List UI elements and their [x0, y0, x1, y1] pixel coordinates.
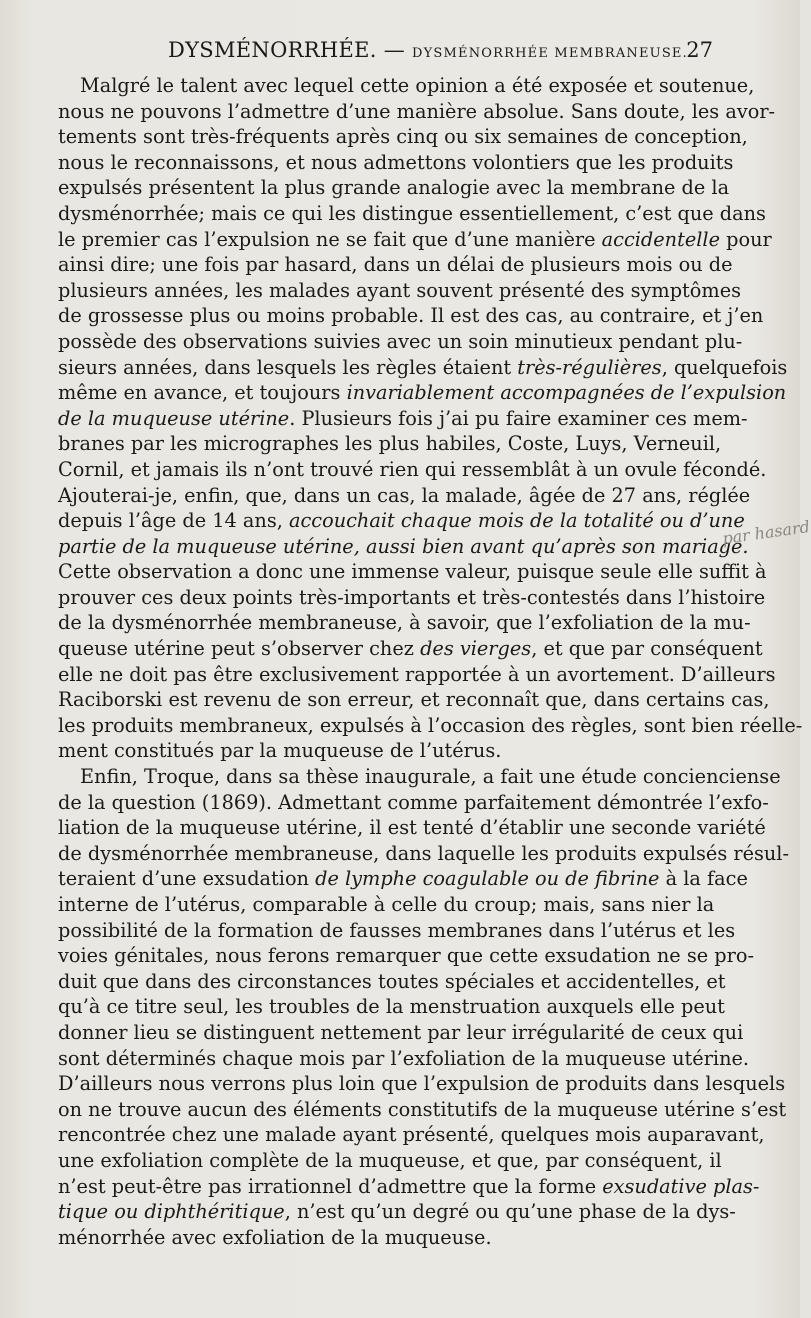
text-run: , n’est qu’un degré ou qu’une phase de la dys-: [284, 1200, 736, 1224]
italic-run: tique ou diphthéritique: [58, 1200, 285, 1224]
text-run: prouver ces deux points très-importants et très-contestés dans l’histoire: [58, 585, 766, 609]
text-line: [58, 355, 788, 381]
text-run: de grossesse plus ou moins probable. Il est des cas, au contraire, et j’en: [58, 304, 764, 328]
text-run: même en avance, et toujours: [58, 381, 347, 405]
text-run: Raciborski est revenu de son erreur, et reconnaît que, dans certains cas,: [58, 688, 770, 712]
text-run: queuse utérine peut s’observer chez: [58, 637, 421, 661]
text-run: ment constitués par la muqueuse de l’utérus.: [58, 739, 502, 763]
text-line: [58, 610, 751, 636]
text-run: D’ailleurs nous verrons plus loin que l’expulsion de produits dans lesquels: [58, 1072, 786, 1096]
text-run: Malgré le talent avec lequel cette opinion a été exposée et soutenue,: [80, 74, 755, 97]
italic-run: accidentelle: [601, 227, 721, 251]
text-run: voies génitales, nous ferons remarquer que cette exsudation ne se pro-: [58, 944, 754, 968]
text-run: , et que par conséquent: [531, 637, 763, 661]
handwritten-margin-note: par hasard: [721, 516, 811, 549]
text-line: [58, 841, 789, 867]
text-run: le premier cas l’expulsion ne se fait que d’une manière: [58, 227, 602, 251]
text-line: [58, 636, 763, 662]
text-run: on ne trouve aucun des éléments constitutifs de la muqueuse utérine s’est: [58, 1097, 787, 1121]
text-line: [58, 1097, 787, 1123]
italic-run: de la muqueuse utérine: [58, 406, 290, 430]
text-line: [58, 790, 769, 816]
text-line: [58, 1046, 750, 1072]
text-line: [58, 483, 751, 509]
text-run: n’est peut-être pas irrationnel d’admettre que la forme: [58, 1174, 603, 1198]
text-line: [58, 1020, 744, 1046]
running-title: [168, 38, 688, 62]
text-run: expulsés présentent la plus grande analogie avec la membrane de la: [58, 176, 730, 200]
text-line: [58, 124, 748, 150]
text-line: [58, 303, 764, 329]
text-line: [58, 329, 743, 355]
text-line: [58, 1225, 713, 1251]
text-run: de la question (1869). Admettant comme parfaitement démontrée l’exfo-: [58, 790, 769, 814]
text-line: [58, 201, 766, 227]
text-line: [58, 431, 722, 457]
text-run: qu’à ce titre seul, les troubles de la menstruation auxquels elle peut: [58, 995, 725, 1019]
italic-run: exsudative plas-: [602, 1174, 760, 1198]
running-head: [58, 38, 713, 64]
text-line: [58, 457, 767, 483]
italic-run: de lymphe coagulable ou de fibrine: [315, 867, 660, 891]
text-run: de dysménorrhée membraneuse, dans laquelle les produits expulsés résul-: [58, 841, 789, 865]
text-run: pour: [720, 227, 772, 251]
text-run: de la dysménorrhée membraneuse, à savoir, que l’exfoliation de la mu-: [58, 611, 751, 635]
text-run: liation de la muqueuse utérine, il est tenté d’établir une seconde variété: [58, 816, 766, 840]
text-line: [58, 508, 745, 534]
text-run: depuis l’âge de 14 ans,: [58, 509, 289, 533]
text-run: possède des observations suivies avec un soin minutieux pendant plu-: [58, 329, 743, 353]
text-run: . Plusieurs fois j’ai pu faire examiner ces mem-: [289, 406, 748, 430]
text-run: tements sont très-fréquents après cinq ou six semaines de conception,: [58, 125, 748, 149]
text-line: [58, 175, 730, 201]
text-line: [58, 1122, 765, 1148]
text-line: [58, 687, 770, 713]
text-run: ménorrhée avec exfoliation de la muqueuse.: [58, 1225, 492, 1249]
text-line: [58, 713, 803, 739]
text-line: [58, 278, 741, 304]
text-line: [58, 99, 776, 125]
body-text: [58, 73, 803, 1250]
text-run: nous le reconnaissons, et nous admettons volontiers que les produits: [58, 150, 734, 174]
text-line: [58, 1199, 736, 1225]
text-run: Cette observation a donc une immense valeur, puisque seule elle suffit à: [58, 560, 767, 584]
text-line: [58, 1174, 760, 1200]
text-line: [58, 662, 776, 688]
page-number: 27: [686, 38, 713, 62]
text-run: Ajouterai-je, enfin, que, dans un cas, la malade, âgée de 27 ans, réglée: [58, 483, 751, 507]
text-run: les produits membraneux, expulsés à l’occasion des règles, sont bien réelle-: [58, 713, 803, 737]
italic-run: invariablement accompagnées de l’expulsion: [346, 381, 787, 405]
text-line: [58, 559, 767, 585]
text-line: [58, 969, 726, 995]
text-line: [58, 764, 781, 790]
text-run: interne de l’utérus, comparable à celle du croup; mais, sans nier la: [58, 893, 715, 916]
text-run: sieurs années, dans lesquels les règles étaient: [58, 355, 518, 379]
text-line: [58, 918, 736, 944]
text-line: [58, 73, 755, 99]
running-title-main: DYSMÉNORRHÉE.: [168, 38, 377, 62]
text-run: ainsi dire; une fois par hasard, dans un délai de plusieurs mois ou de: [58, 253, 733, 277]
text-line: [58, 815, 766, 841]
text-run: donner lieu se distinguent nettement par leur irrégularité de ceux qui: [58, 1020, 744, 1044]
text-line: [58, 150, 734, 176]
italic-run: accouchait chaque mois de la totalité ou d’une: [289, 509, 745, 533]
running-title-separator: —: [383, 38, 405, 62]
text-run: nous ne pouvons l’admettre d’une manière absolue. Sans doute, les avor-: [58, 99, 776, 123]
text-line: [58, 252, 733, 278]
italic-run: très-régulières: [517, 355, 662, 379]
text-line: [58, 380, 787, 406]
text-run: teraient d’une exsudation: [58, 867, 316, 891]
text-run: dysménorrhée; mais ce qui les distingue essentiellement, c’est que dans: [58, 201, 766, 225]
text-line: [58, 943, 754, 969]
text-run: branes par les micrographes les plus habiles, Coste, Luys, Verneuil,: [58, 432, 722, 456]
text-line: [58, 1148, 722, 1174]
text-line: [58, 994, 725, 1020]
italic-run: partie de la muqueuse utérine, aussi bien avant qu’après son mariage.: [58, 534, 749, 558]
running-title-subtitle: DYSMÉNORRHÉE MEMBRANEUSE.: [412, 46, 688, 61]
text-run: rencontrée chez une malade ayant présenté, quelques mois auparavant,: [58, 1123, 765, 1147]
text-run: , quelquefois: [661, 355, 788, 379]
text-line: [58, 534, 749, 560]
text-line: [58, 227, 772, 253]
text-line: [58, 892, 713, 918]
text-line: [58, 738, 713, 764]
text-run: duit que dans des circonstances toutes spéciales et accidentelles, et: [58, 969, 726, 993]
italic-run: des vierges: [420, 637, 532, 661]
text-line: [58, 866, 748, 892]
text-run: Enfin, Troque, dans sa thèse inaugurale, a fait une étude concienciense: [80, 765, 781, 789]
text-run: plusieurs années, les malades ayant souvent présenté des symptômes: [58, 278, 741, 302]
text-line: [58, 1071, 786, 1097]
text-line: [58, 585, 766, 611]
text-run: une exfoliation complète de la muqueuse, et que, par conséquent, il: [58, 1148, 722, 1172]
text-run: possibilité de la formation de fausses membranes dans l’utérus et les: [58, 918, 736, 942]
text-run: sont déterminés chaque mois par l’exfoliation de la muqueuse utérine.: [58, 1046, 750, 1070]
text-run: Cornil, et jamais ils n’ont trouvé rien qui ressemblât à un ovule fécondé.: [58, 457, 767, 481]
text-line: [58, 406, 748, 432]
text-run: elle ne doit pas être exclusivement rapportée à un avortement. D’ailleurs: [58, 662, 776, 686]
text-run: à la face: [659, 867, 748, 891]
